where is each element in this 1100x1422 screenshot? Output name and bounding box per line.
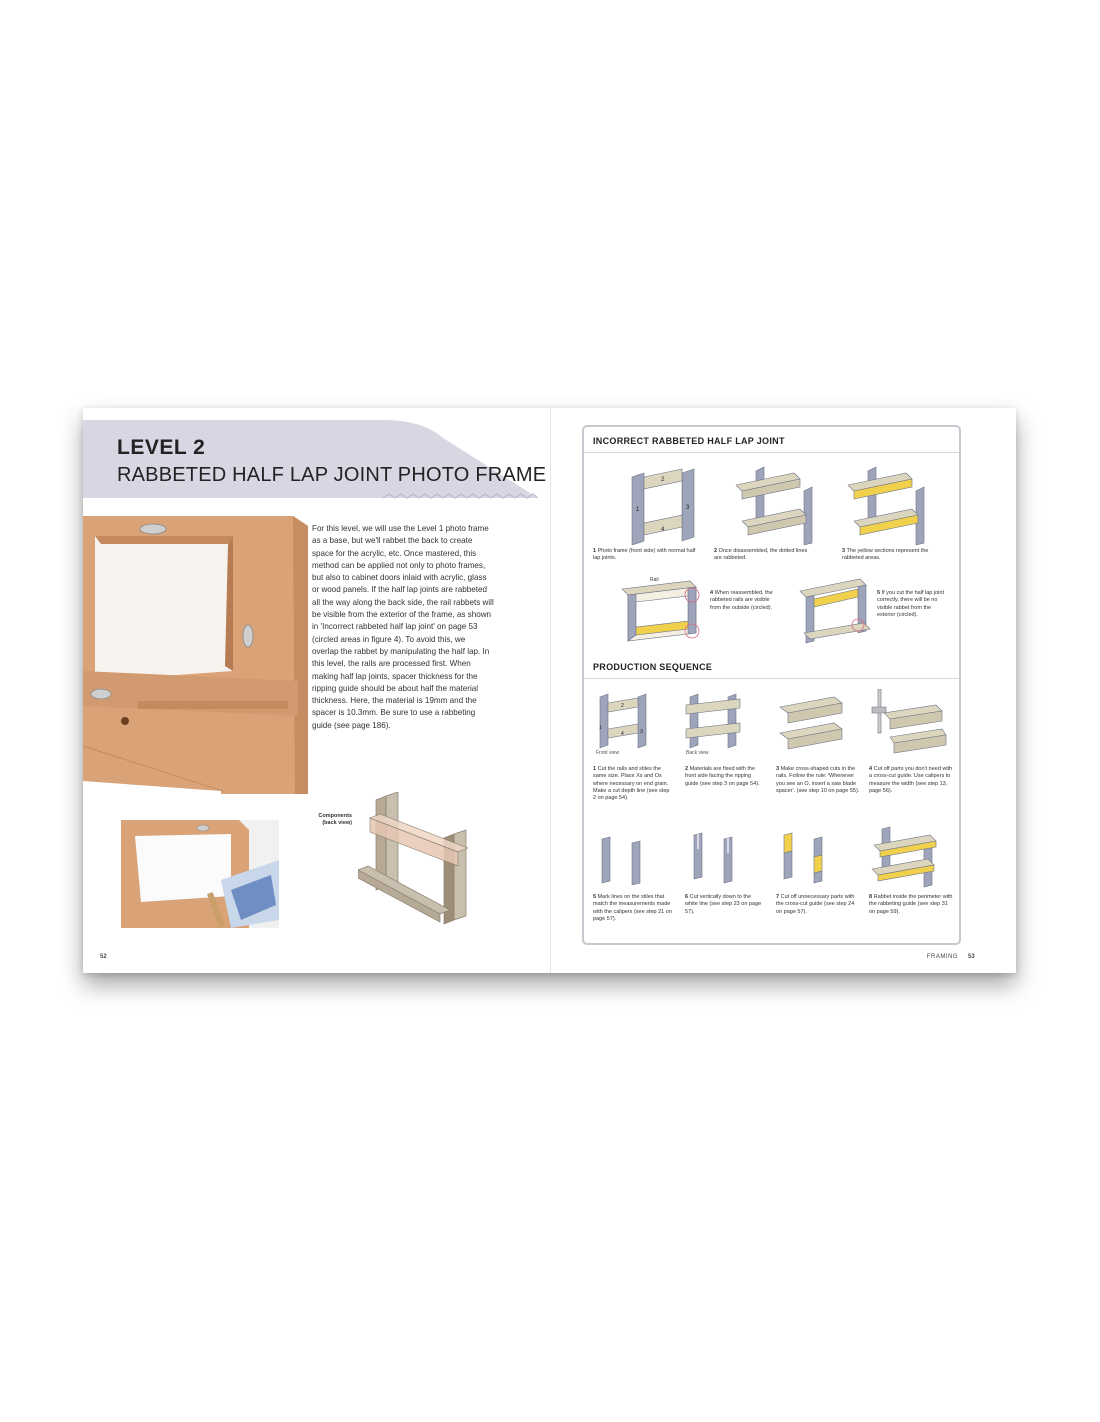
page-number-right: 53 [968,954,975,960]
intro-paragraph: For this level, we will use the Level 1 photo frame as a base, but we'll rabbet the back to create space for the acrylic, etc. Once mastered, this method can be applied not only to photo frames, but also to cabinet doors inlaid with acrylic, glass or wood panels. If the half lap joints are rabbeted all the way along the back side, the rail rabbets will be visible from the exterior of the frame, as shown in 'Incorrect rabbeted half lap joint' on page 53 (circled areas in figure 4). To avoid this, we overlap the rabbet by manipulating the half lap. In this level, the rails are processed first. When making half lap joints, spacer thickness for the ripping guide should be about half the material thickness. Here, the material is 19mm and the spacer is 10.3mm. Be sure to use a rabbeting guide (see page 186). [312,524,494,730]
production-step-6: 6 Cut vertically down to the white line (see step 23 on page 57). [685,894,762,915]
back-view-label: Back view [686,750,709,755]
svg-text:4: 4 [621,731,624,737]
figure-step3-cuts [776,695,848,755]
figure-step7-stiles [780,831,836,885]
page-number-left: 52 [100,954,107,960]
figure-step8-rabbet [870,825,944,889]
incorrect-step-2: 2 Once disassembled, the dotted lines are rabbeted. [714,548,808,562]
figure-step1-front-view [594,689,662,755]
production-step-7: 7 Cut off unnecessary parts with the cross-cut guide (see step 24 on page 57). [776,894,855,915]
svg-text:4: 4 [661,527,665,533]
production-section-heading: PRODUCTION SEQUENCE [593,662,713,672]
svg-text:3: 3 [640,729,643,735]
production-step-1: 1 Cut the rails and stiles the same size. Place Xs and Os where necessary on end grain. Make a cut depth line (see step 2 on page 54). [593,766,670,802]
components-label: Components (back view) [318,813,352,826]
section-tab: FRAMING [926,954,958,960]
figure-correct-joint [796,575,876,647]
figure-frame-front [624,465,702,545]
svg-text:3: 3 [686,505,690,511]
figure-step6-stiles [690,831,746,885]
section-rule [584,678,959,679]
frame-photo [83,506,308,794]
figure-disassembled [734,465,824,545]
production-step-5: 5 Mark lines on the stiles that match the measurements made with the calipers (see step 21 on page 57). [593,894,672,922]
title-band [83,420,538,500]
components-drawing [358,792,496,927]
svg-text:1: 1 [636,507,640,513]
svg-text:2: 2 [621,703,624,709]
production-step-2: 2 Materials are fixed with the front side facing the ripping guide (see step 3 on page 54). [685,766,760,787]
production-step-3: 3 Make cross-shaped cuts in the rails. Follow the rule: 'Whenever you see an O, insert a saw blade spacer'. (see step 10 on page 55). [776,766,860,794]
incorrect-step-1: 1 Photo frame (front side) with normal half lap joints. [593,548,696,562]
frame-clamp-photo [121,820,279,928]
incorrect-step-5: 5 If you cut the half lap joint correctly, there will be no visible rabbet from the exterior (circled). [877,590,944,618]
diagram-panel [582,425,961,945]
incorrect-step-4: 4 When reassembled, the rabbeted rails are visible from the outside (circled). [710,590,773,611]
rail-label: Rail [650,577,659,583]
figure-step4-calipers [870,689,950,759]
production-step-8: 8 Rabbet inside the perimeter with the rabbeting guide (see step 31 on page 59). [869,894,953,915]
figure-rabbet-yellow [846,465,936,545]
figure-step5-stiles [598,835,654,885]
svg-text:1: 1 [599,725,602,731]
level-heading: LEVEL 2 [117,436,206,459]
spine [550,408,551,973]
book-spread [83,408,1016,973]
production-step-4: 4 Cut off parts you don't need with a cross-cut guide. Use calipers to measure the width (see step 13, page 56). [869,766,953,794]
front-view-label: Front view [596,750,620,755]
section-rule [584,452,959,453]
svg-text:2: 2 [661,477,665,483]
incorrect-section-heading: INCORRECT RABBETED HALF LAP JOINT [593,436,785,446]
figure-step2-back-view [684,689,752,755]
incorrect-step-3: 3 The yellow sections represent the rabbeted areas. [842,548,929,562]
figure-reassembled [614,575,704,645]
page-title: RABBETED HALF LAP JOINT PHOTO FRAME [117,464,547,486]
